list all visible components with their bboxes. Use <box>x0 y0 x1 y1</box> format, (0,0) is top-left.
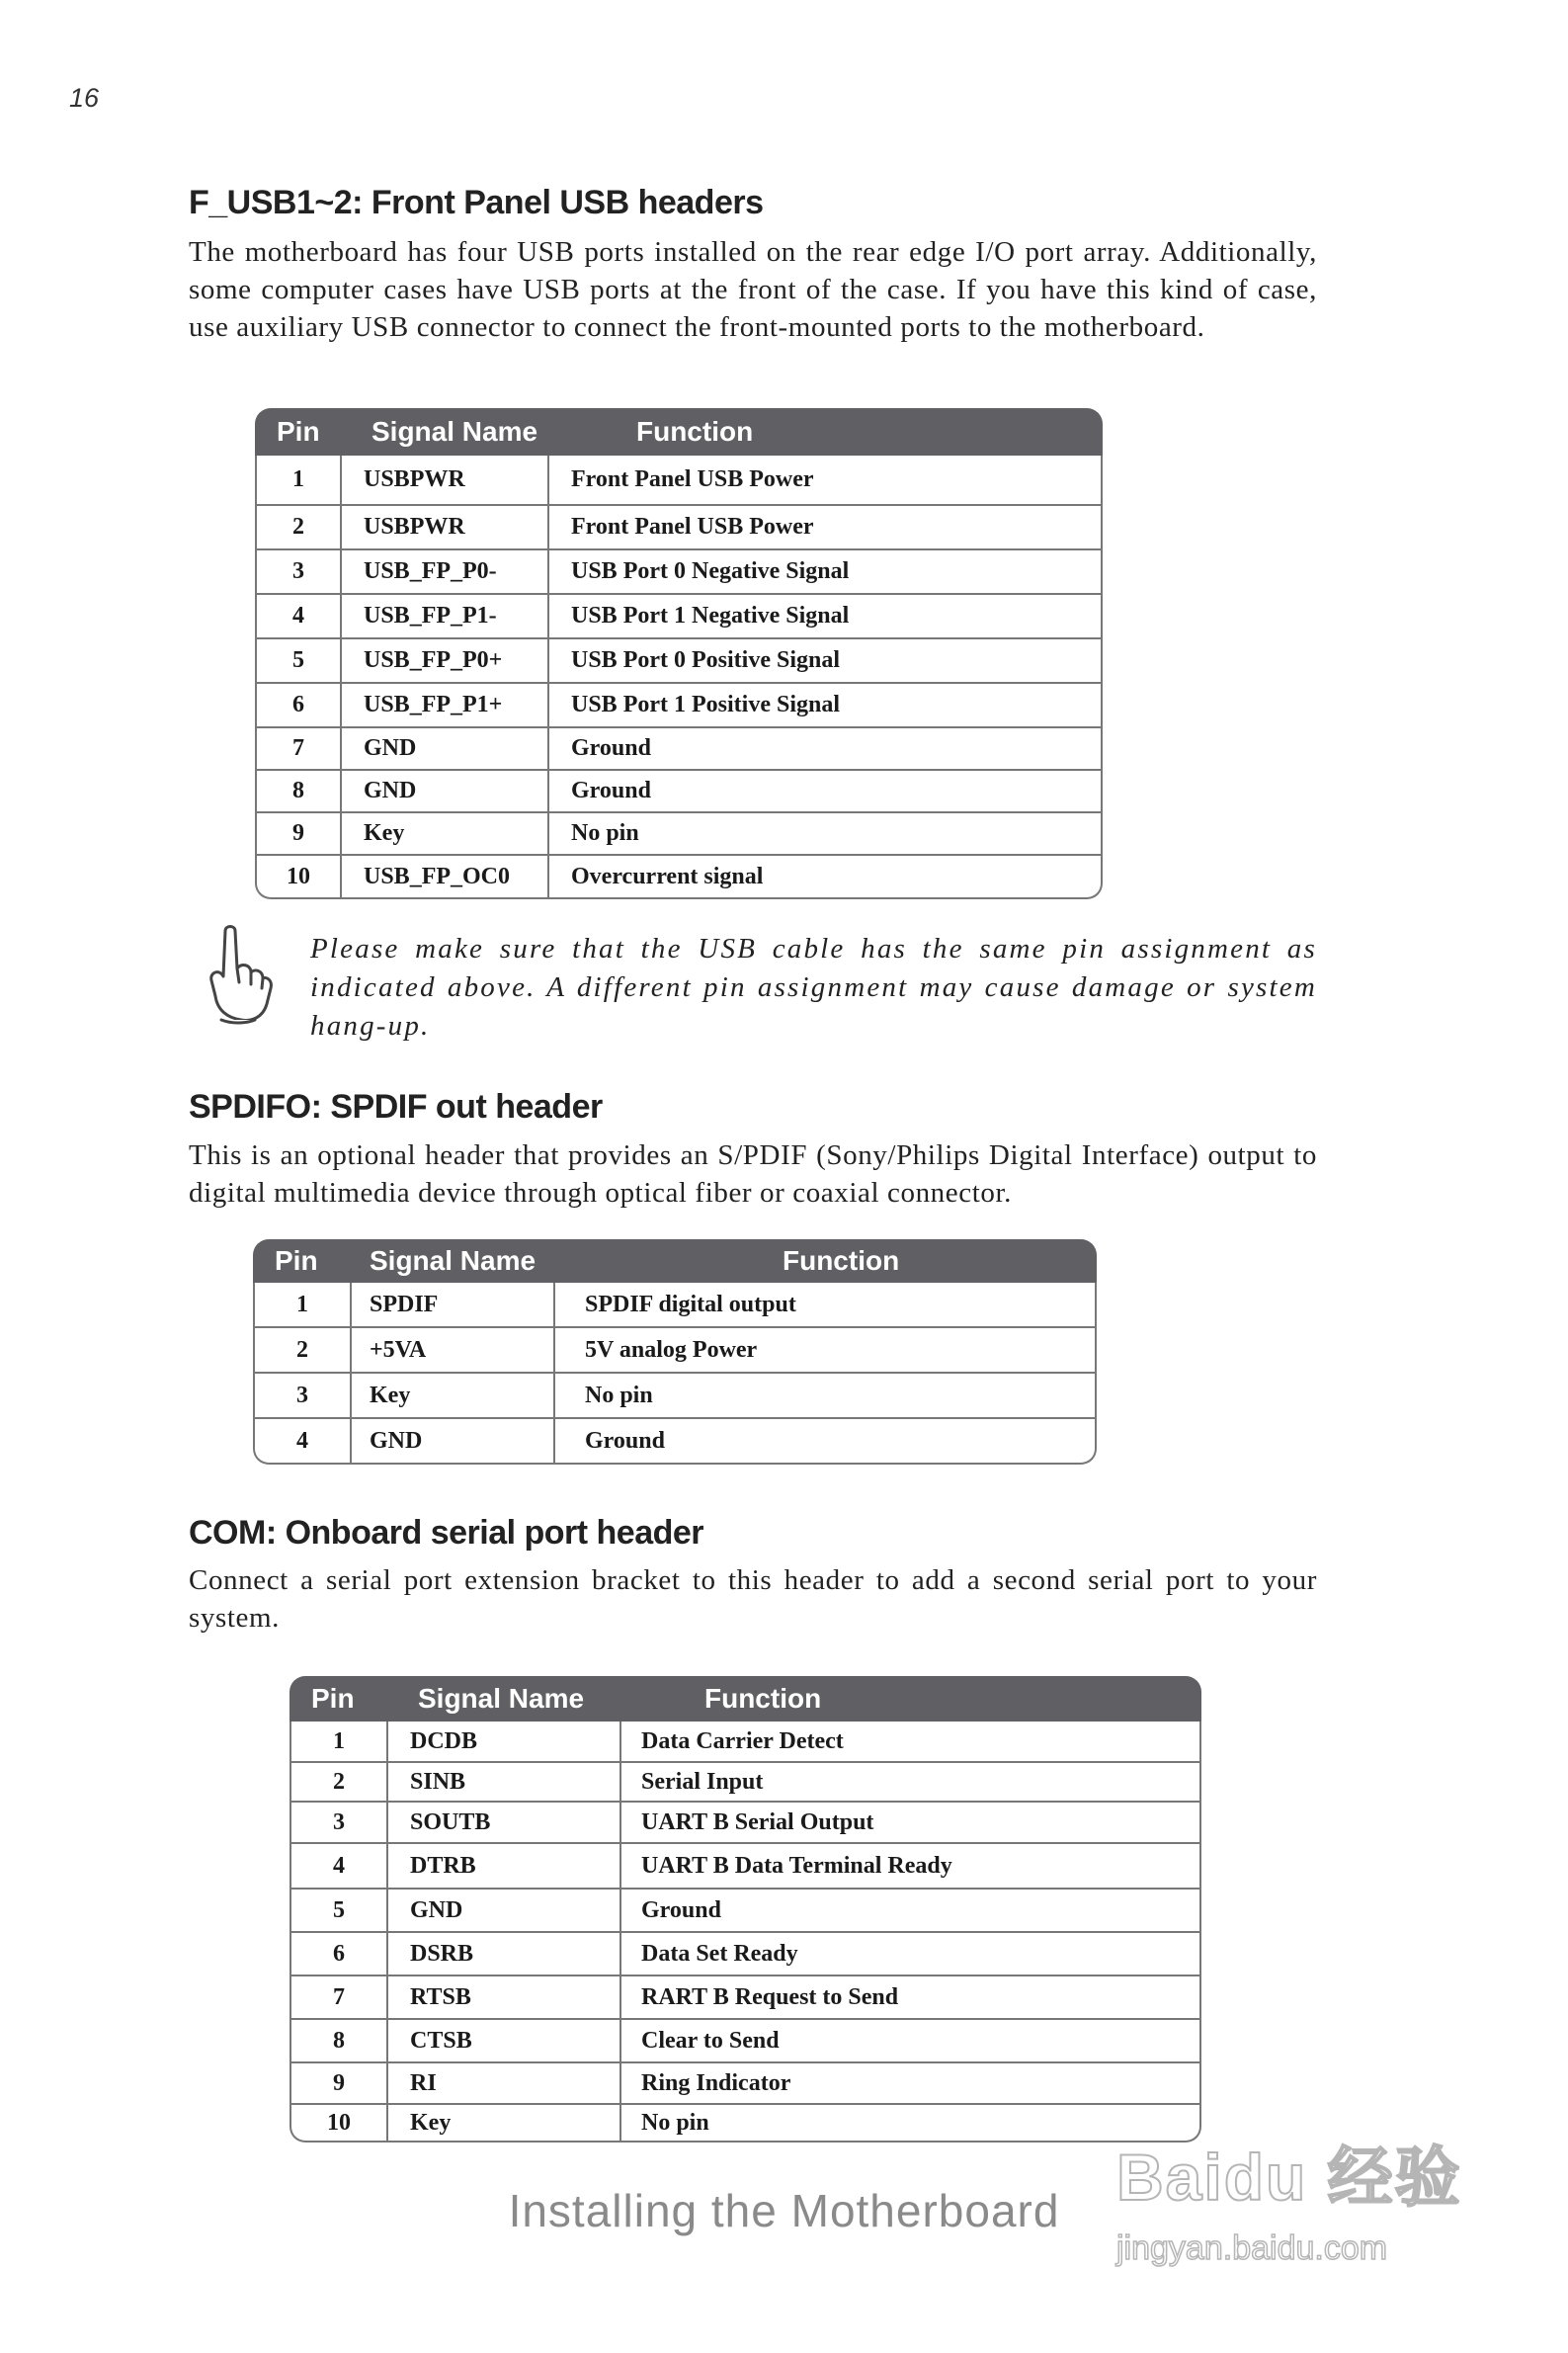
table-row <box>255 550 1103 595</box>
watermark <box>1116 2125 1492 2293</box>
section-paragraph-com: Connect a serial port extension bracket to this header to add a second serial port to your system. <box>189 1564 1317 1634</box>
pin-cell: 3 <box>289 1803 388 1844</box>
table-row <box>255 813 1103 856</box>
table-row <box>289 1890 1201 1933</box>
pin-table-spdif <box>253 1239 1097 1465</box>
pin-cell: 1 <box>255 456 342 506</box>
pin-cell: 1 <box>253 1283 352 1328</box>
signal-cell: SINB <box>388 1763 621 1803</box>
signal-cell: SPDIF <box>352 1283 555 1328</box>
function-cell: Data Set Ready <box>621 1933 1201 1976</box>
table-row <box>289 1763 1201 1803</box>
pin-cell: 9 <box>289 2063 388 2105</box>
signal-cell: USB_FP_OC0 <box>342 856 549 899</box>
signal-cell: +5VA <box>352 1328 555 1374</box>
pin-cell: 4 <box>289 1844 388 1890</box>
pin-cell: 3 <box>255 550 342 595</box>
function-cell: USB Port 1 Positive Signal <box>549 684 1103 728</box>
column-header-pin: Pin <box>289 1676 388 1722</box>
function-cell: USB Port 1 Negative Signal <box>549 595 1103 639</box>
pin-cell: 10 <box>255 856 342 899</box>
table-row <box>253 1419 1097 1465</box>
column-header-function: Function <box>555 1239 1097 1283</box>
table-row <box>289 2063 1201 2105</box>
table-row <box>255 456 1103 506</box>
function-cell: No pin <box>555 1374 1097 1419</box>
function-cell: Front Panel USB Power <box>549 456 1103 506</box>
section-heading-spdif: SPDIFO: SPDIF out header <box>189 1088 603 1126</box>
signal-cell: CTSB <box>388 2020 621 2063</box>
table-row <box>289 1976 1201 2020</box>
table-row <box>255 684 1103 728</box>
signal-cell: DCDB <box>388 1722 621 1763</box>
signal-cell: USB_FP_P1+ <box>342 684 549 728</box>
table-row <box>255 728 1103 771</box>
pin-cell: 3 <box>253 1374 352 1419</box>
signal-cell: Key <box>352 1374 555 1419</box>
table-row <box>255 856 1103 899</box>
column-header-function: Function <box>621 1676 1201 1722</box>
table-row <box>255 639 1103 684</box>
signal-cell: USBPWR <box>342 506 549 550</box>
signal-cell: GND <box>388 1890 621 1933</box>
pin-cell: 5 <box>255 639 342 684</box>
signal-cell: USB_FP_P0- <box>342 550 549 595</box>
table-row <box>253 1283 1097 1328</box>
watermark-url: jingyan.baidu.com <box>1116 2229 1388 2267</box>
footer-chapter-title: Installing the Motherboard <box>508 2185 1060 2236</box>
function-cell: Overcurrent signal <box>549 856 1103 899</box>
column-header-signal: Signal Name <box>342 408 549 456</box>
signal-cell: Key <box>388 2105 621 2143</box>
section-paragraph-front-usb: The motherboard has four USB ports installed on the rear edge I/O port array. Additionally, some computer cases have USB ports at the front of the case. If you have this kind of case, use auxiliary USB connector to connect the front-mounted ports to the motherboard. <box>189 236 1317 343</box>
pin-table-com <box>289 1676 1201 2143</box>
table-row <box>253 1374 1097 1419</box>
pin-cell: 7 <box>289 1976 388 2020</box>
table-row <box>253 1328 1097 1374</box>
table-row <box>289 2020 1201 2063</box>
function-cell: Ground <box>549 728 1103 771</box>
section-paragraph-spdif: This is an optional header that provides an S/PDIF (Sony/Philips Digital Interface) output to digital multimedia device through optical fiber or coaxial connector. <box>189 1139 1317 1209</box>
table-header-row <box>289 1676 1201 1722</box>
pin-cell: 4 <box>253 1419 352 1465</box>
function-cell: USB Port 0 Negative Signal <box>549 550 1103 595</box>
signal-cell: RTSB <box>388 1976 621 2020</box>
pin-cell: 5 <box>289 1890 388 1933</box>
function-cell: UART B Serial Output <box>621 1803 1201 1844</box>
pin-cell: 4 <box>255 595 342 639</box>
function-cell: Ground <box>555 1419 1097 1465</box>
function-cell: Front Panel USB Power <box>549 506 1103 550</box>
pin-cell: 6 <box>255 684 342 728</box>
note-text: Please make sure that the USB cable has the same pin assignment as indicated above. A different pin assignment may cause damage or system hang-up. <box>310 933 1317 1042</box>
table-header-row <box>255 408 1103 456</box>
column-header-signal: Signal Name <box>352 1239 555 1283</box>
function-cell: Ring Indicator <box>621 2063 1201 2105</box>
pin-cell: 9 <box>255 813 342 856</box>
column-header-pin: Pin <box>255 408 342 456</box>
pin-cell: 10 <box>289 2105 388 2143</box>
pin-cell: 8 <box>255 771 342 813</box>
page-number: 16 <box>69 83 100 113</box>
pin-table-front-usb <box>255 408 1103 899</box>
signal-cell: USB_FP_P1- <box>342 595 549 639</box>
table-header-row <box>253 1239 1097 1283</box>
signal-cell: DSRB <box>388 1933 621 1976</box>
function-cell: RART B Request to Send <box>621 1976 1201 2020</box>
function-cell: Serial Input <box>621 1763 1201 1803</box>
pin-cell: 1 <box>289 1722 388 1763</box>
table-row <box>289 2105 1201 2143</box>
function-cell: No pin <box>549 813 1103 856</box>
watermark-brand: Baidu 经验 <box>1116 2141 1462 2214</box>
signal-cell: GND <box>352 1419 555 1465</box>
section-heading-com: COM: Onboard serial port header <box>189 1514 704 1552</box>
function-cell: 5V analog Power <box>555 1328 1097 1374</box>
pin-cell: 2 <box>289 1763 388 1803</box>
pin-cell: 8 <box>289 2020 388 2063</box>
signal-cell: SOUTB <box>388 1803 621 1844</box>
pin-cell: 7 <box>255 728 342 771</box>
function-cell: Ground <box>621 1890 1201 1933</box>
pointing-hand-icon <box>202 923 277 1026</box>
column-header-pin: Pin <box>253 1239 352 1283</box>
pin-cell: 2 <box>255 506 342 550</box>
column-header-function: Function <box>549 408 1103 456</box>
signal-cell: USB_FP_P0+ <box>342 639 549 684</box>
signal-cell: Key <box>342 813 549 856</box>
signal-cell: GND <box>342 728 549 771</box>
table-row <box>289 1722 1201 1763</box>
table-row <box>255 771 1103 813</box>
signal-cell: DTRB <box>388 1844 621 1890</box>
function-cell: No pin <box>621 2105 1201 2143</box>
function-cell: Clear to Send <box>621 2020 1201 2063</box>
signal-cell: RI <box>388 2063 621 2105</box>
table-row <box>255 595 1103 639</box>
section-heading-front-usb: F_USB1~2: Front Panel USB headers <box>189 184 764 221</box>
function-cell: Ground <box>549 771 1103 813</box>
pin-cell: 6 <box>289 1933 388 1976</box>
table-row <box>289 1933 1201 1976</box>
table-row <box>289 1844 1201 1890</box>
column-header-signal: Signal Name <box>388 1676 621 1722</box>
signal-cell: USBPWR <box>342 456 549 506</box>
function-cell: SPDIF digital output <box>555 1283 1097 1328</box>
table-row <box>289 1803 1201 1844</box>
function-cell: USB Port 0 Positive Signal <box>549 639 1103 684</box>
table-row <box>255 506 1103 550</box>
pin-cell: 2 <box>253 1328 352 1374</box>
function-cell: Data Carrier Detect <box>621 1722 1201 1763</box>
function-cell: UART B Data Terminal Ready <box>621 1844 1201 1890</box>
signal-cell: GND <box>342 771 549 813</box>
